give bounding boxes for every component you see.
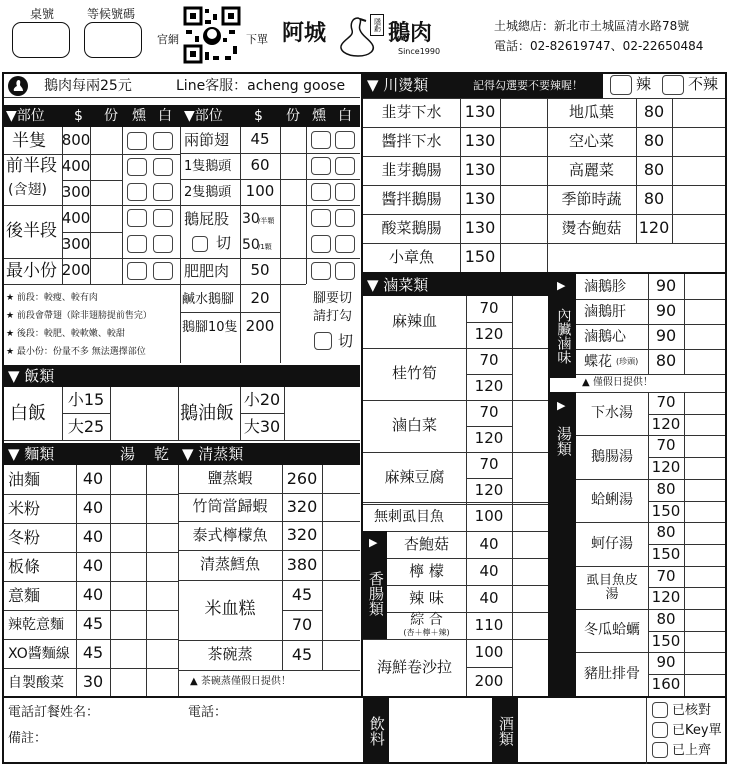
braise-price-large: 120: [474, 429, 504, 448]
soup-item: 冬瓜蛤蠣: [584, 622, 640, 639]
soup-tri-icon: ▶: [557, 399, 566, 412]
feet-cut-label: 切: [338, 332, 354, 350]
braise-item: 麻辣血: [391, 312, 437, 331]
bamboo-shrimp-price: 320: [286, 496, 318, 516]
offal-item: 滷鵝肝: [584, 303, 626, 320]
smoke-header: 燻: [132, 108, 146, 124]
waiting-no-box[interactable]: [84, 22, 142, 58]
offal-price: 80: [655, 351, 677, 371]
blanch-right-item: 地瓜葉: [568, 102, 614, 121]
sausage-label-block: [363, 531, 387, 639]
braise-item: 麻辣豆腐: [384, 468, 445, 487]
keyed-label: 已Key單: [672, 723, 722, 738]
sausage-item: 辣 味: [409, 588, 444, 607]
white-check[interactable]: [335, 262, 355, 280]
keyed-check[interactable]: [652, 722, 668, 738]
price-front-2: 300: [61, 182, 91, 201]
white-check[interactable]: [153, 235, 173, 253]
oil-rice: 鵝油飯: [180, 402, 234, 424]
smoke-check[interactable]: [127, 183, 147, 201]
table-no-label: 桌號: [30, 7, 55, 21]
blanch-right-item: 高麗菜: [568, 160, 614, 179]
smoke-check[interactable]: [127, 158, 147, 176]
offal-item: 蝶花: [584, 353, 612, 370]
unit-butt-cut: /1顆: [258, 243, 272, 251]
salt-shrimp: 鹽蒸蝦: [207, 469, 253, 488]
seafood-roll-price-2: 200: [474, 671, 504, 690]
egg-custard-price: 45: [291, 644, 313, 664]
bamboo-shrimp: 竹筒當歸蝦: [192, 497, 268, 516]
sausage-combo: 綜 合: [410, 611, 443, 628]
smoke-check[interactable]: [311, 183, 331, 201]
smoke-check[interactable]: [311, 209, 331, 227]
soup-price-small: 90: [656, 653, 676, 672]
offal-item-sub: (珍頭): [616, 357, 639, 366]
cod-price: 380: [286, 554, 318, 574]
white-rice-small: 小15: [67, 389, 105, 409]
noodle-item: 板條: [8, 556, 41, 576]
noodle-price: 30: [82, 672, 104, 692]
blanch-right-price: 80: [643, 160, 665, 180]
noodle-price: 45: [82, 643, 104, 663]
smoke-check[interactable]: [127, 235, 147, 253]
item-butt: 鵝屁股: [184, 209, 230, 228]
phone-text: 電話：02-82619747、02-22650484: [494, 39, 704, 53]
white-check[interactable]: [335, 209, 355, 227]
soup-price-large: 150: [651, 545, 681, 564]
note-2: ★ 前段會帶翅（除非翅膀提前售完）: [6, 311, 152, 321]
item-wing: 兩節翅: [184, 130, 230, 149]
blanch-right-price: 80: [643, 102, 665, 122]
soup-price-large: 120: [651, 588, 681, 607]
price-half: 800: [61, 131, 91, 150]
oil-rice-small: 小20: [243, 389, 281, 409]
soup-label: 湯類: [554, 426, 573, 456]
smoke-check[interactable]: [127, 209, 147, 227]
qty-header: 份: [104, 108, 118, 124]
noodle-price: 40: [82, 469, 104, 489]
soup-header: 湯: [120, 445, 136, 463]
wine-label: 酒類: [496, 716, 515, 746]
soup-price-small: 70: [656, 393, 676, 412]
blanch-left-item: 小章魚: [388, 247, 434, 266]
butt-cut-check[interactable]: [192, 236, 208, 252]
soup-label-block: [550, 392, 576, 696]
unit-butt: /半顆: [258, 217, 275, 225]
smoke-check[interactable]: [311, 262, 331, 280]
soup-item: 下水湯: [591, 405, 633, 422]
served-label: 已上齊: [672, 743, 712, 758]
item-front: 前半段: [6, 155, 57, 176]
smoke-check[interactable]: [311, 157, 331, 175]
sausage-combo-sub: (杏＋檸＋辣): [403, 627, 450, 637]
sausage-combo-price: 110: [474, 615, 504, 634]
qty-header: 份: [286, 108, 300, 124]
brand-name: 阿城: [282, 20, 327, 46]
price-header: $: [254, 108, 263, 124]
soup-price-large: 120: [651, 414, 681, 433]
soup-price-large: 150: [651, 501, 681, 520]
white-check[interactable]: [153, 183, 173, 201]
price-butt: 30: [242, 211, 260, 227]
soup-price-large: 160: [651, 675, 681, 694]
sausage-label: 香腸類: [366, 570, 385, 616]
blanch-left-price: 130: [464, 218, 496, 238]
line-service: Line客服：acheng goose: [176, 78, 346, 94]
blanch-title: ▼ 川燙類: [367, 76, 429, 94]
blanch-left-item: 醬拌鵝腸: [381, 189, 442, 208]
thai-fish-price: 320: [286, 525, 318, 545]
note-3: ★ 後段：較肥、較軟嫩、較甜: [6, 329, 125, 339]
noodle-price: 40: [82, 498, 104, 518]
offal-price: 90: [655, 301, 677, 321]
blanch-left-price: 130: [464, 131, 496, 151]
note-4: ★ 最小份：份量不多 無法選擇部位: [6, 347, 146, 357]
goose-badge-icon: [8, 76, 28, 96]
drink-label: 飲料: [367, 716, 386, 746]
noodle-item: 意麵: [8, 585, 41, 605]
since-text: Since1990: [398, 47, 441, 56]
promo-price: 鵝肉每兩25元: [44, 78, 132, 94]
white-check[interactable]: [153, 209, 173, 227]
seal-stamp: 隱虧: [370, 14, 384, 36]
braise-item: 桂竹筍: [391, 364, 437, 383]
offal-tri-icon: ▶: [557, 279, 566, 292]
soup-price-small: 80: [656, 480, 676, 499]
note-1: ★ 前段：較瘦、較有肉: [6, 293, 98, 303]
goose-head-left: [4, 105, 180, 127]
braise-header: [363, 274, 548, 296]
soup-price-large: 150: [651, 631, 681, 650]
checked-check[interactable]: [652, 702, 668, 718]
promo-row: [4, 74, 360, 98]
dry-header: 乾: [154, 445, 170, 463]
soup-price-small: 80: [656, 523, 676, 542]
rice-title: ▼ 飯類: [8, 367, 55, 385]
thai-fish: 泰式檸檬魚: [192, 525, 268, 544]
blanch-left-item: 酸菜鵝腸: [381, 218, 442, 237]
item-head-1: 1隻鵝頭: [184, 158, 232, 174]
price-butt-cut: 50: [242, 237, 260, 253]
noodle-price: 45: [82, 614, 104, 634]
braise-item: 滷白菜: [391, 416, 437, 435]
soup-price-small: 70: [656, 566, 676, 585]
smoke-check[interactable]: [127, 132, 147, 150]
price-min: 200: [61, 261, 91, 280]
sausage-price: 40: [479, 588, 499, 607]
item-feet: 鹹水鵝腳: [182, 291, 235, 307]
cod: 清蒸鱈魚: [199, 555, 260, 574]
white-check[interactable]: [153, 132, 173, 150]
item-fat: 肥肥肉: [184, 261, 230, 280]
spicy-label: 辣: [636, 75, 652, 93]
item-feet-10: 鵝腳10隻: [182, 319, 238, 335]
memo-label: 備註：: [8, 731, 48, 746]
white-check[interactable]: [335, 235, 355, 253]
feet-cut-note-2: 請打勾: [313, 309, 353, 324]
soup-item: 鵝腸湯: [591, 448, 633, 465]
sausage-item: 杏鮑菇: [403, 534, 449, 553]
white-check[interactable]: [153, 262, 173, 280]
price-feet: 20: [250, 289, 270, 308]
rice-cake-price-1: 45: [291, 584, 313, 604]
rice-cake-price-2: 70: [291, 614, 313, 634]
item-back: 後半段: [6, 221, 57, 241]
sausage-tri-icon: ▶: [369, 536, 378, 549]
steam-header: [178, 443, 360, 465]
drink-block: [363, 698, 389, 764]
seafood-roll-price-1: 100: [474, 643, 504, 662]
white-check[interactable]: [335, 157, 355, 175]
served-check[interactable]: [652, 742, 668, 758]
noodle-item: 自製酸菜: [8, 674, 64, 691]
blanch-right-item: 季節時蔬: [561, 189, 622, 208]
noodle-item: 冬粉: [8, 527, 41, 547]
rice-header: [4, 365, 360, 387]
blanch-right-item: 燙杏鮑菇: [561, 218, 622, 237]
noodle-item: XO醬麵線: [8, 645, 70, 662]
address-text: 土城總店：新北市土城區清水路78號: [494, 19, 690, 33]
qr-code-icon[interactable]: [183, 6, 241, 64]
egg-custard: 茶碗蒸: [207, 645, 253, 664]
soup-price-small: 80: [656, 610, 676, 629]
soup-item: 豬肚排骨: [584, 665, 640, 682]
part-header: ▼部位: [184, 108, 223, 124]
blanch-left-item: 醬拌下水: [381, 131, 442, 150]
item-front-sub: (含翅): [8, 182, 47, 198]
blanch-header: [363, 74, 603, 98]
braise-price-small: 70: [479, 351, 499, 370]
white-header: 白: [158, 108, 172, 124]
order-phone-label: 電話：: [188, 705, 228, 720]
braise-price-large: 120: [474, 481, 504, 500]
item-min: 最小份: [6, 260, 57, 281]
soup-item: 蛤蜊湯: [591, 492, 633, 509]
price-head-2: 100: [245, 182, 275, 201]
price-header: $: [74, 108, 83, 124]
feet-cut-note-1: 腳要切: [313, 291, 353, 306]
blanch-left-item: 韭芽下水: [381, 102, 442, 121]
feet-cut-check[interactable]: [314, 332, 332, 350]
smoke-check[interactable]: [127, 262, 147, 280]
braise-price-large: 120: [474, 325, 504, 344]
blanch-right-price: 120: [638, 218, 670, 238]
offal-label: 內臟滷味: [555, 308, 572, 364]
goose-title: 鵝肉: [388, 20, 433, 46]
price-feet-10: 200: [245, 317, 275, 336]
braise-price-small: 70: [479, 403, 499, 422]
noodle-price: 40: [82, 585, 104, 605]
salt-shrimp-price: 260: [286, 468, 318, 488]
white-check[interactable]: [335, 131, 355, 149]
noodle-price: 40: [82, 556, 104, 576]
blanch-left-item: 韭芽鵝腸: [381, 160, 442, 179]
order-label: 下單: [246, 33, 268, 46]
checked-label: 已核對: [672, 703, 712, 718]
offal-note: ▲ 僅假日提供！: [582, 377, 653, 388]
white-check[interactable]: [335, 183, 355, 201]
noodle-item: 米粉: [8, 498, 41, 518]
soup-price-small: 70: [656, 436, 676, 455]
blanch-right-price: 80: [643, 131, 665, 151]
soup-item: 虱目魚皮湯: [585, 572, 638, 602]
price-wing: 45: [250, 130, 270, 149]
sausage-price: 40: [479, 534, 499, 553]
white-header: 白: [338, 108, 352, 124]
braise-price-large: 120: [474, 377, 504, 396]
spicy-check[interactable]: [610, 75, 632, 95]
noodle-title: ▼ 麵類: [8, 445, 55, 463]
blanch-left-price: 150: [464, 247, 496, 267]
white-check[interactable]: [153, 158, 173, 176]
item-head-2: 2隻鵝頭: [184, 184, 232, 200]
braise-title: ▼ 滷菜類: [367, 276, 429, 294]
price-head-1: 60: [250, 156, 270, 175]
offal-item: 滷鵝心: [584, 328, 626, 345]
noodle-price: 40: [82, 527, 104, 547]
braise-price-small: 70: [479, 455, 499, 474]
part-header: ▼部位: [6, 108, 45, 124]
egg-custard-note: ▲ 茶碗蒸僅假日提供！: [190, 676, 291, 687]
blanch-note: 記得勾選要不要辣喔！: [473, 79, 583, 92]
soup-item: 蚵仔湯: [591, 535, 633, 552]
smoke-header: 燻: [312, 108, 326, 124]
blanch-left-price: 130: [464, 189, 496, 209]
soup-price-large: 120: [651, 458, 681, 477]
price-back-2: 300: [61, 235, 91, 254]
offal-item: 滷鵝胗: [584, 278, 626, 295]
blanch-left-price: 130: [464, 102, 496, 122]
steam-title: ▼ 清蒸類: [182, 445, 244, 463]
blanch-right-price: 80: [643, 189, 665, 209]
offal-price: 90: [655, 276, 677, 296]
offal-price: 90: [655, 326, 677, 346]
milkfish-price: 100: [474, 507, 504, 526]
wine-block: [492, 698, 518, 764]
order-name-label: 電話訂餐姓名：: [8, 705, 100, 720]
seafood-roll: 海鮮卷沙拉: [376, 657, 452, 676]
oil-rice-large: 大30: [243, 416, 281, 436]
waiting-no-label: 等候號碼: [87, 7, 136, 21]
white-rice-large: 大25: [67, 416, 105, 436]
milkfish: 無刺虱目魚: [374, 509, 444, 525]
rice-cake: 米血糕: [204, 599, 256, 620]
braise-price-small: 70: [479, 299, 499, 318]
sausage-price: 40: [479, 561, 499, 580]
website-label: 官網: [157, 33, 179, 46]
no-spicy-check[interactable]: [662, 75, 684, 95]
blanch-left-price: 130: [464, 160, 496, 180]
white-rice: 白飯: [10, 402, 46, 424]
smoke-check[interactable]: [311, 131, 331, 149]
offal-label-block: [550, 274, 576, 378]
goose-head-right: [180, 105, 360, 127]
price-back-1: 400: [61, 208, 91, 227]
noodle-item: 辣乾意麵: [8, 616, 64, 633]
price-front-1: 400: [61, 157, 91, 176]
noodle-item: 油麵: [8, 469, 41, 489]
item-butt-cut: 切: [216, 234, 232, 252]
no-spicy-label: 不辣: [688, 75, 719, 93]
blanch-right-item: 空心菜: [568, 131, 614, 150]
sausage-item: 檸 檬: [409, 561, 444, 580]
noodle-header: [4, 443, 178, 465]
table-no-box[interactable]: [12, 22, 70, 58]
price-fat: 50: [250, 261, 270, 280]
item-half: 半隻: [12, 130, 46, 151]
smoke-check[interactable]: [311, 235, 331, 253]
